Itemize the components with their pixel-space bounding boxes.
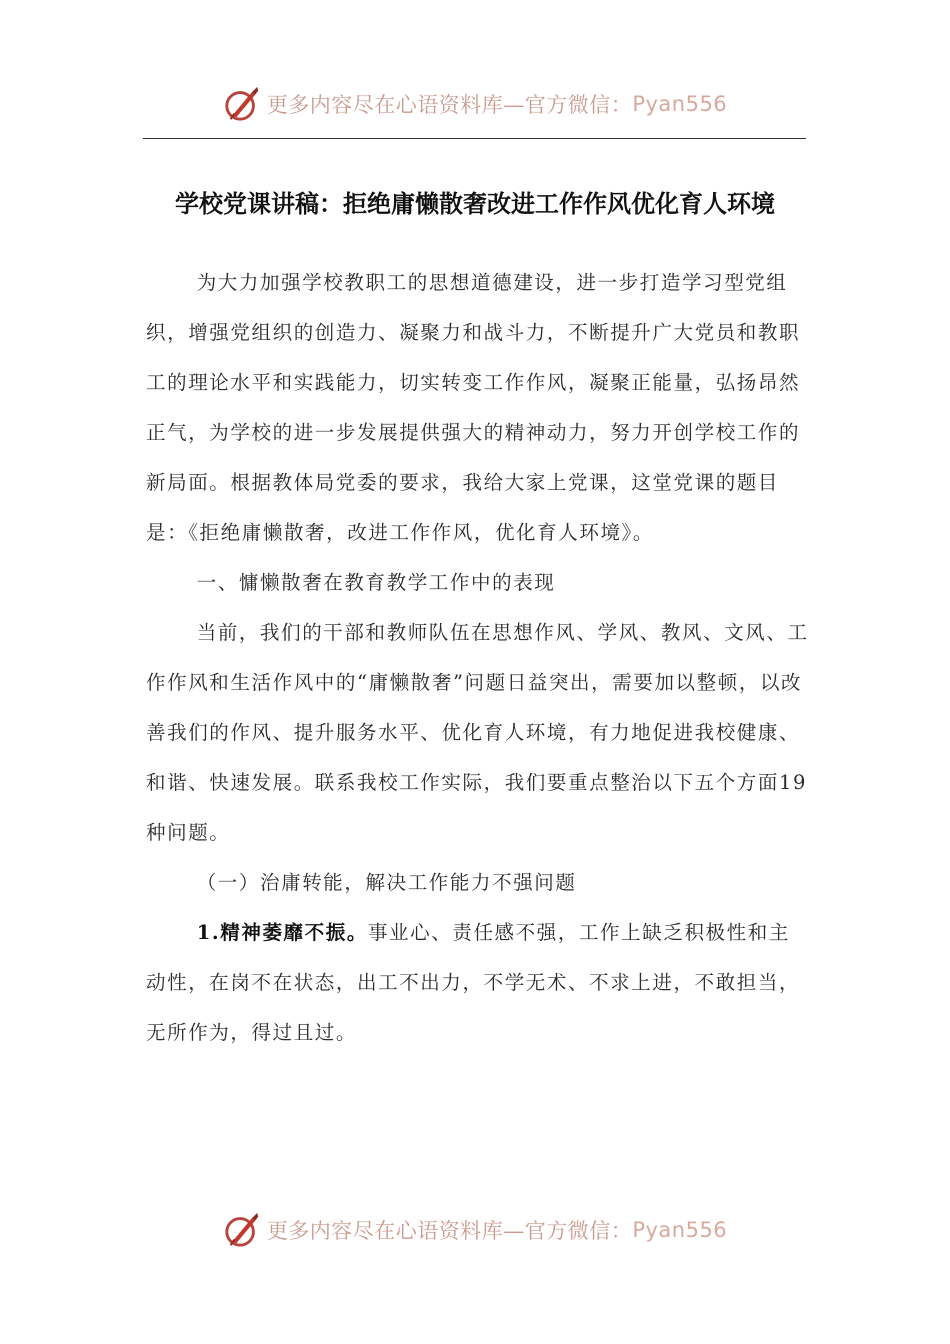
watermark-wechat-id: Pyan556: [632, 92, 728, 116]
item-lead: 1.精神萎靡不振。: [196, 921, 368, 944]
document-title: 学校党课讲稿：拒绝庸懒散奢改进工作作风优化育人环境: [175, 190, 775, 218]
watermark-text: 更多内容尽在心语资料库—官方微信：: [266, 93, 633, 117]
intro-paragraph: 为大力加强学校教职工的思想道德建设，进一步打造学习型党组织，增强党组织的创造力、凝聚力和战斗力，不断提升广大党员和教职工的理论水平和实践能力，切实转变工作作风，凝聚正能量，弘扬昂然正气，为学校的进一步发展提供强大的精神动力，努力开创学校工作的新局面。根据教体局党委的要求，我给大家上党课，这堂党课的题目是：《拒绝庸懒散奢，改进工作作风，优化育人环境》。: [146, 271, 801, 544]
watermark-wechat-id: Pyan556: [632, 1218, 728, 1242]
document-body: [146, 258, 810, 1058]
watermark-text: 更多内容尽在心语资料库—官方微信：: [266, 1219, 633, 1243]
section-paragraph: 当前，我们的干部和教师队伍在思想作风、学风、教风、文风、工作作风和生活作风中的“庸懒散奢”问题日益突出，需要加以整顿，以改善我们的作风、提升服务水平、优化育人环境，有力地促进我校健康、和谐、快速发展。联系我校工作实际，我们要重点整治以下五个方面19种问题。: [146, 621, 809, 844]
quill-logo-icon: [223, 1211, 261, 1249]
section-heading: 一、慵懒散奢在教育教学工作中的表现: [196, 571, 556, 594]
item-body: 事业心、责任感不强，工作上缺乏积极性和主动性，在岗不在状态，出工不出力，不学无术、不求上进，不敢担当，无所作为，得过且过。: [146, 921, 801, 1044]
subsection-heading: （一）治庸转能，解决工作能力不强问题: [196, 871, 577, 894]
footer-watermark: [0, 1210, 950, 1250]
header-divider: [143, 138, 806, 139]
header-watermark: [0, 84, 950, 124]
item-paragraph: [146, 908, 810, 1058]
quill-logo-icon: [223, 85, 261, 123]
